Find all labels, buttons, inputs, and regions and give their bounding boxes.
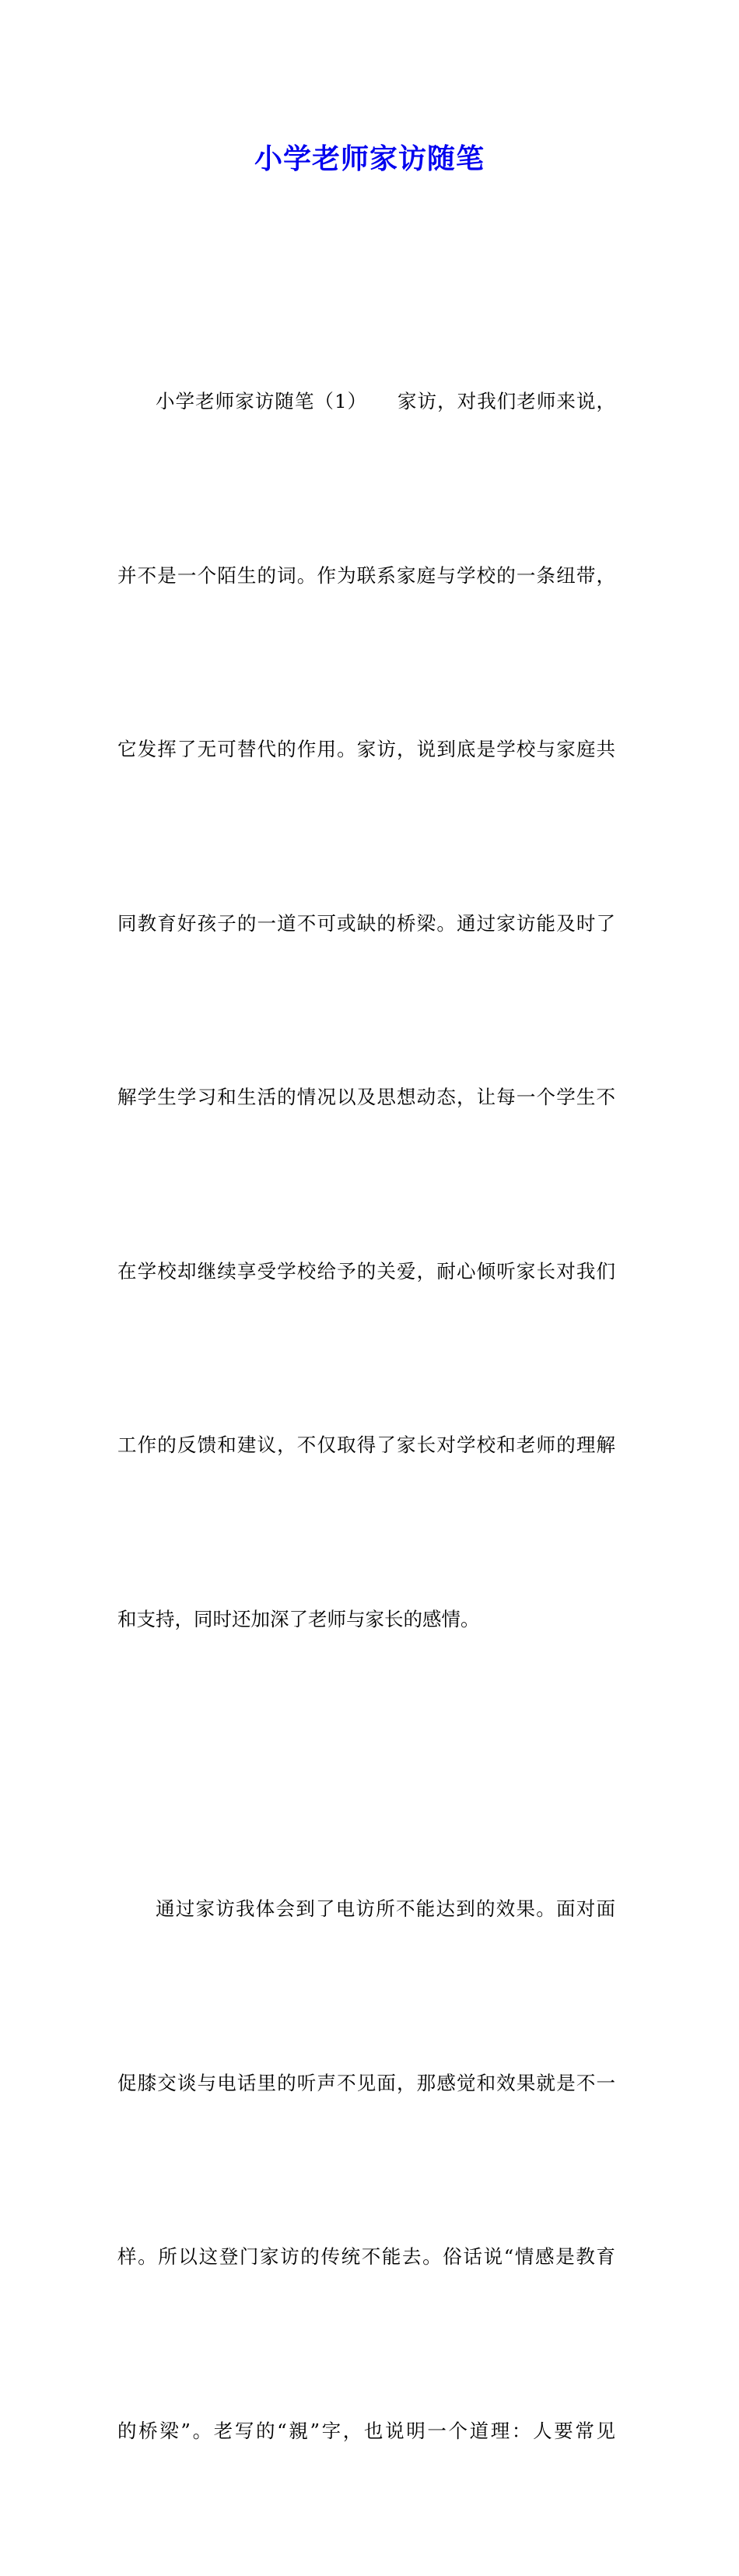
document-title: 小学老师家访随笔 <box>254 142 485 175</box>
text-line: 和支持，同时还加深了老师与家长的感情。 <box>117 1607 480 1630</box>
text-line: 的桥梁”。老写的“親”字，也说明一个道理：人要常见 <box>117 2419 615 2442</box>
text-line: 通过家访我体会到了电访所不能达到的效果。面对面 <box>156 1897 615 1920</box>
text-line: 同教育好孩子的一道不可或缺的桥梁。通过家访能及时了 <box>117 911 615 935</box>
text-line: 促膝交谈与电话里的听声不见面，那感觉和效果就是不一 <box>117 2071 615 2094</box>
paragraph-2 <box>117 1764 615 2576</box>
text-line: 它发挥了无可替代的作用。家访，说到底是学校与家庭共 <box>117 738 615 760</box>
text-line: 在学校却继续享受学校给予的关爱，耐心倾听家长对我们 <box>117 1259 615 1283</box>
text-line: 小学老师家访随笔（1） 家访，对我们老师来说， <box>156 390 615 412</box>
text-line: 解学生学习和生活的情况以及思想动态，让每一个学生不 <box>117 1086 615 1108</box>
text-line: 样。所以这登门家访的传统不能去。俗话说“情感是教育 <box>117 2245 615 2268</box>
paragraph-1 <box>117 257 615 1764</box>
text-line: 工作的反馈和建议，不仅取得了家长对学校和老师的理解 <box>117 1434 615 1456</box>
document-body <box>117 257 615 2576</box>
text-line: 并不是一个陌生的词。作为联系家庭与学校的一条纽带， <box>117 563 615 587</box>
